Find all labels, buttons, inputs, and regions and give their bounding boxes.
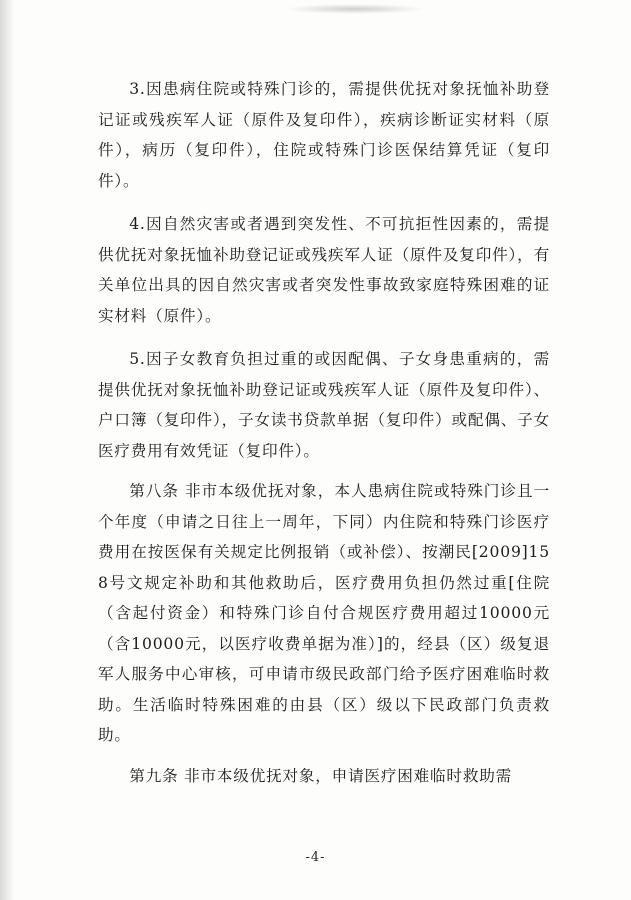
page-number: -4- [305, 850, 326, 865]
paragraph-item-5: 5.因子女教育负担过重的或因配偶、子女身患重病的，需提供优抚对象抚恤补助登记证或残疾军人证（原件及复印件）、户口簿（复印件），子女读书贷款单据（复印件）或配偶、子女医疗费用有效凭证（复印件）。 [98, 350, 550, 460]
document-body [98, 74, 550, 791]
paragraph-item-4: 4.因自然灾害或者遇到突发性、不可抗拒性因素的，需提供优抚对象抚恤补助登记证或残疾军人证（原件及复印件），有关单位出具的因自然灾害或者突发性事故致家庭特殊困难的证实材料（原件）。 [98, 215, 550, 325]
scan-shadow-edge [0, 0, 14, 900]
paragraph-article-8: 第八条 非市本级优抚对象，本人患病住院或特殊门诊且一个年度（申请之日往上一周年，下同）内住院和特殊门诊医疗费用在按医保有关规定比例报销（或补偿）、按潮民[2009]158号文规定补助和其他救助后，医疗费用负担仍然过重[住院（含起付资金）和特殊门诊自付合规医疗费用超过10000元（含10000元，以医疗收费单据为准）]的，经县（区）级复退军人服务中心审核，可申请市级民政部门给予医疗困难临时救助。生活临时特殊困难的由县（区）级以下民政部门负责救助。 [98, 482, 550, 744]
paragraph-article-9: 第九条 非市本级优抚对象，申请医疗困难临时救助需 [129, 766, 513, 785]
paragraph-item-3: 3.因患病住院或特殊门诊的，需提供优抚对象抚恤补助登记证或残疾军人证（原件及复印件），疾病诊断证实材料（原件），病历（复印件），住院或特殊门诊医保结算凭证（复印件）。 [98, 80, 550, 190]
scan-smudge [285, 4, 425, 14]
